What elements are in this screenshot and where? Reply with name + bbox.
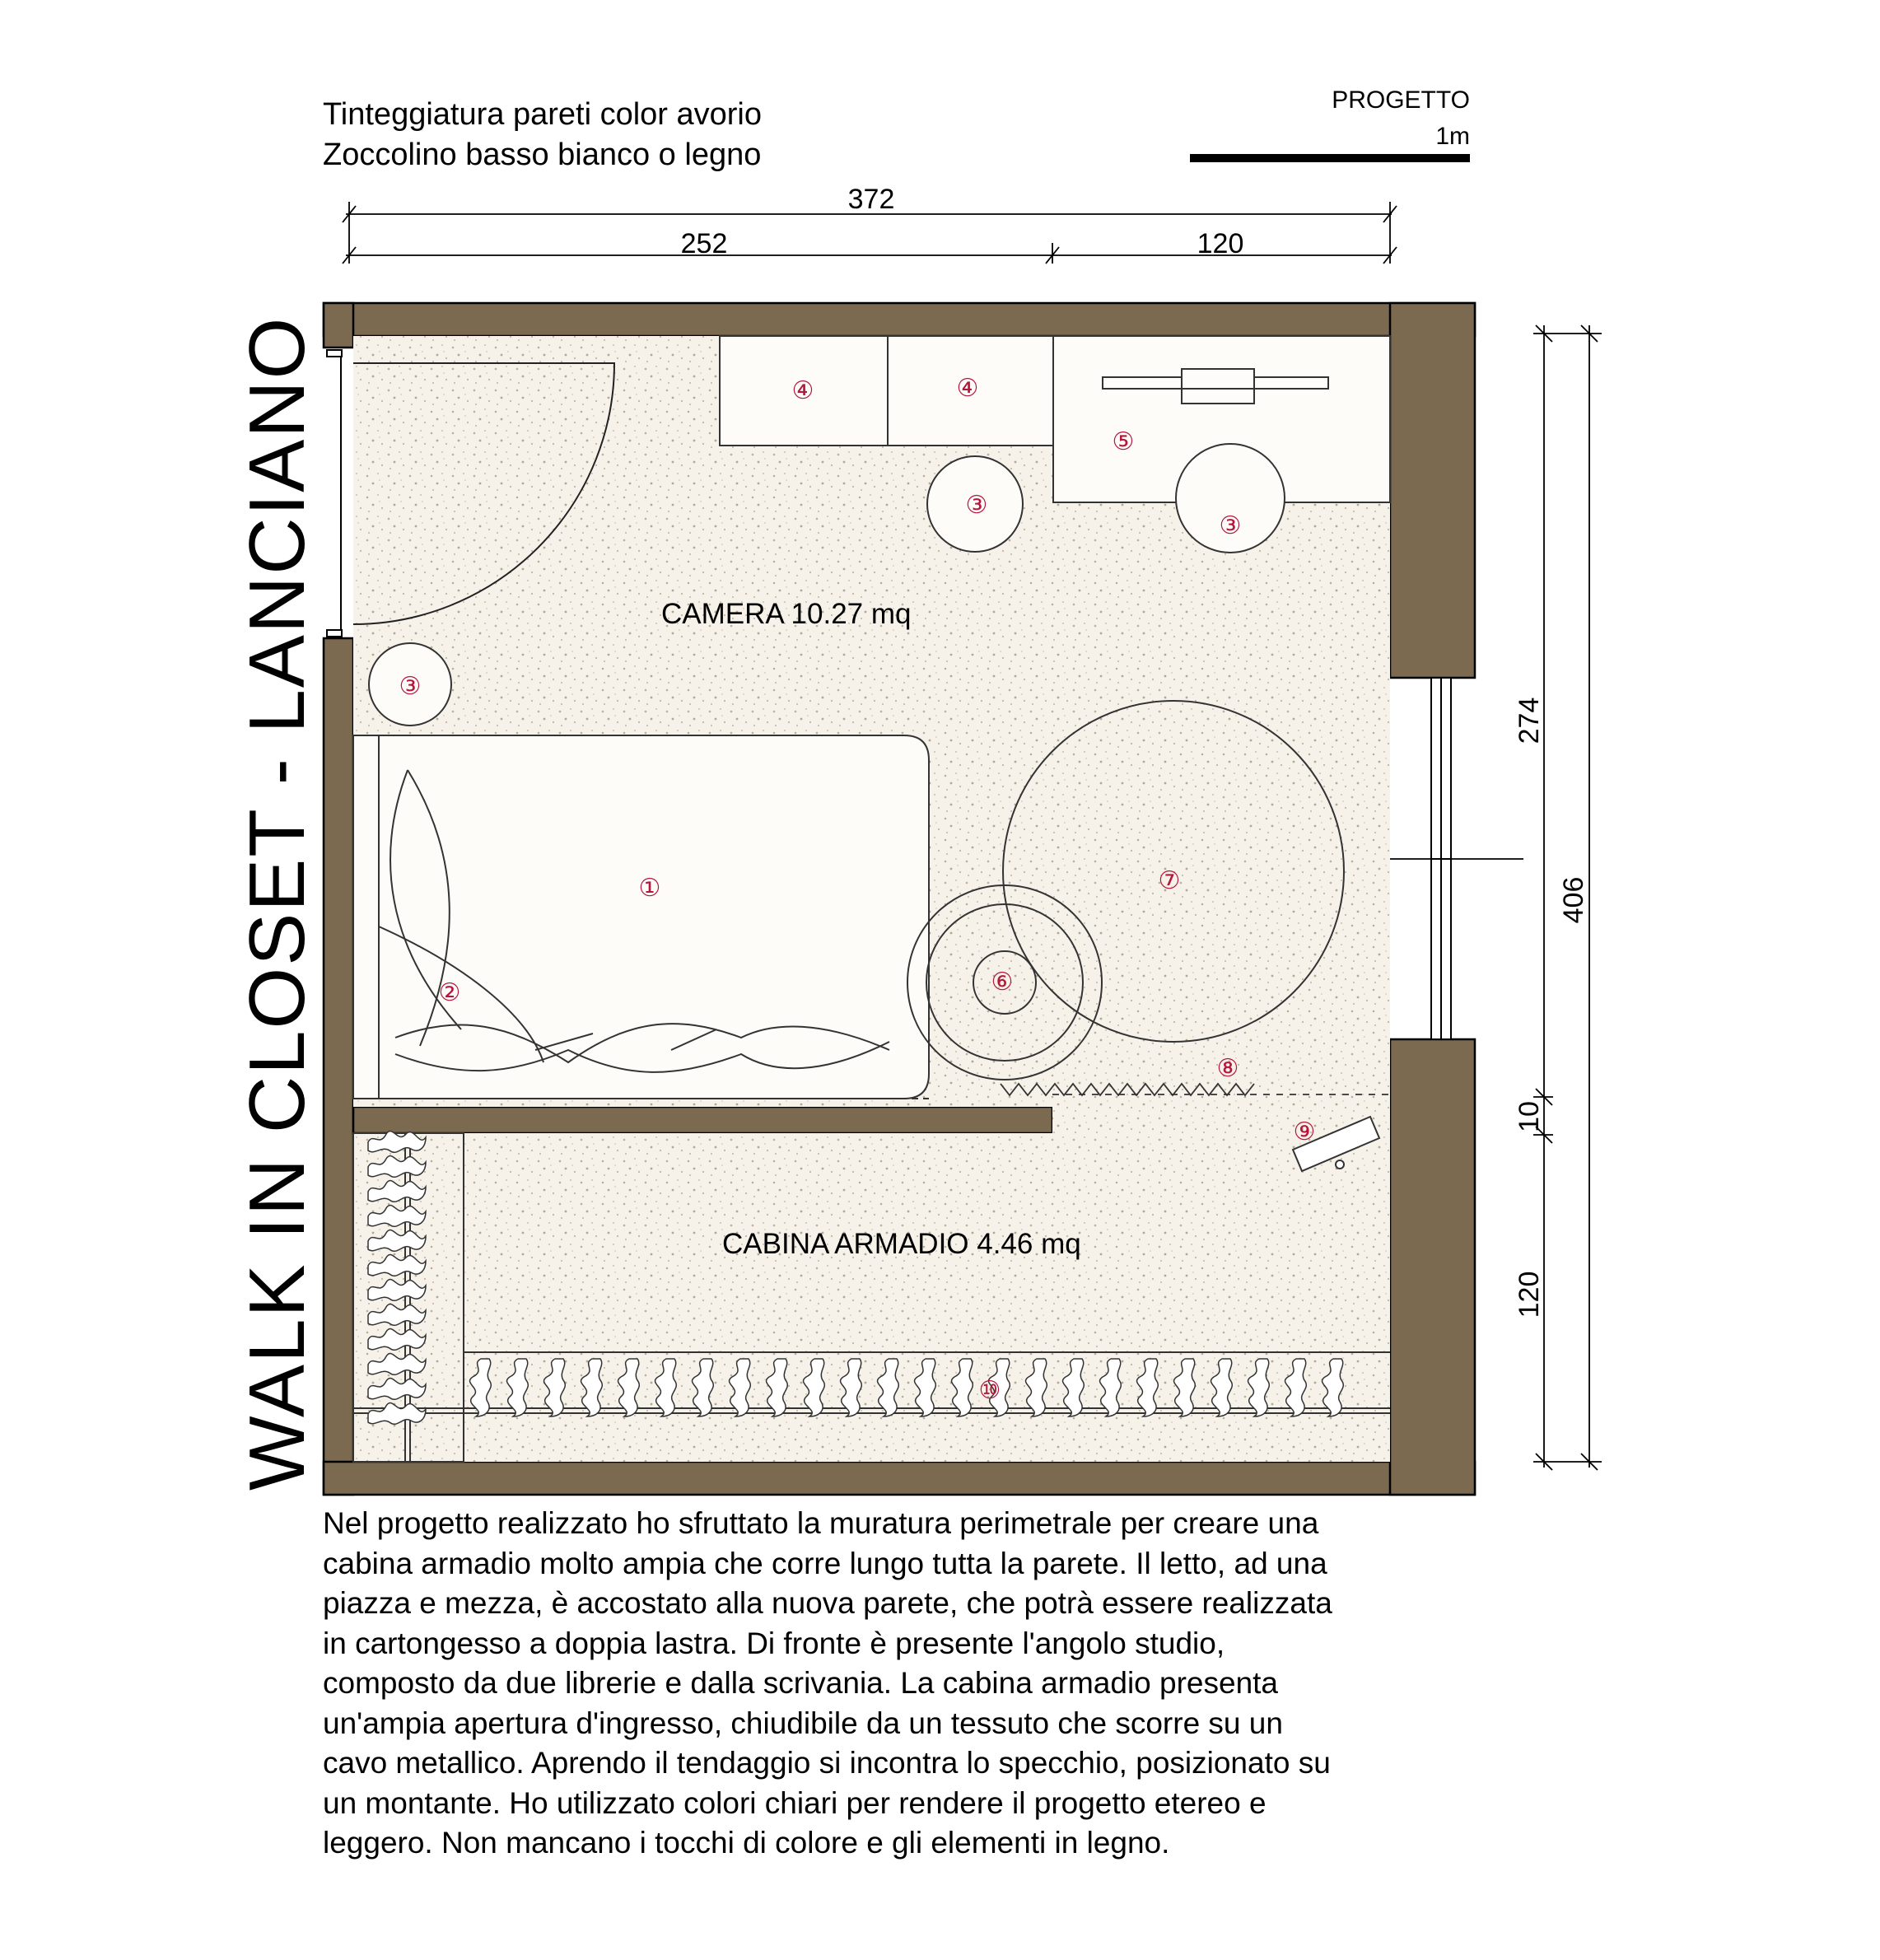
dim-right-total: 406 — [1558, 876, 1589, 924]
scale-unit: 1m — [1435, 123, 1470, 150]
room-label-cabina: CABINA ARMADIO 4.46 mq — [722, 1228, 1081, 1260]
marker-5-desk: ⑤ — [1112, 427, 1135, 456]
description-line: un'ampia apertura d'ingresso, chiudibile da un tessuto che scorre su un — [323, 1706, 1283, 1740]
description-line: Nel progetto realizzato ho sfruttato la muratura perimetrale per creare una — [323, 1506, 1319, 1540]
marker-3-stool-c: ③ — [399, 672, 422, 701]
description-line: cabina armadio molto ampia che corre lungo tutta la parete. Il letto, ad una — [323, 1546, 1327, 1580]
marker-9-mirror: ⑨ — [1293, 1118, 1316, 1146]
room-label-camera: CAMERA 10.27 mq — [661, 598, 912, 630]
marker-3-stool-a: ③ — [965, 491, 988, 520]
window — [1431, 678, 1451, 1039]
dim-right-upper: 274 — [1514, 697, 1545, 744]
note-baseboard: Zoccolino basso bianco o legno — [323, 138, 762, 172]
note-wall-paint: Tinteggiatura pareti color avorio — [323, 97, 762, 132]
description-line: piazza e mezza, è accostato alla nuova parete, che potrà essere realizzata — [323, 1586, 1332, 1620]
marker-1-bed: ① — [638, 874, 661, 903]
bed — [353, 735, 929, 1099]
dim-top-left: 252 — [680, 228, 728, 259]
dim-right-lower: 120 — [1514, 1271, 1545, 1318]
marker-7-rug: ⑦ — [1158, 866, 1181, 895]
dim-right-mid: 10 — [1514, 1101, 1545, 1132]
description-line: in cartongesso a doppia lastra. Di fronte è presente l'angolo studio, — [323, 1626, 1225, 1660]
marker-4-bookcase-left: ④ — [791, 376, 814, 405]
description-line: cavo metallico. Aprendo il tendaggio si incontra lo specchio, posizionato su — [323, 1746, 1331, 1780]
marker-4-bookcase-right: ④ — [956, 374, 979, 403]
project-description — [323, 1504, 1492, 1864]
dim-top-total: 372 — [847, 184, 895, 215]
description-line: composto da due librerie e dalla scrivania. La cabina armadio presenta — [323, 1666, 1279, 1700]
page-title: WALK IN CLOSET - LANCIANO — [233, 315, 321, 1491]
description-line: leggero. Non mancano i tocchi di colore e gli elementi in legno. — [323, 1826, 1170, 1860]
marker-10-wardrobe: ⑩ — [978, 1376, 1001, 1405]
scale-label: PROGETTO — [1332, 86, 1470, 114]
dim-top-right: 120 — [1197, 228, 1244, 259]
description-line: un montante. Ho utilizzato colori chiari per rendere il progetto etereo e — [323, 1785, 1267, 1820]
marker-8-curtain: ⑧ — [1216, 1054, 1239, 1083]
marker-2-bedding: ② — [438, 978, 461, 1007]
marker-6-lamp: ⑥ — [991, 968, 1014, 996]
marker-3-stool-b: ③ — [1219, 511, 1242, 540]
